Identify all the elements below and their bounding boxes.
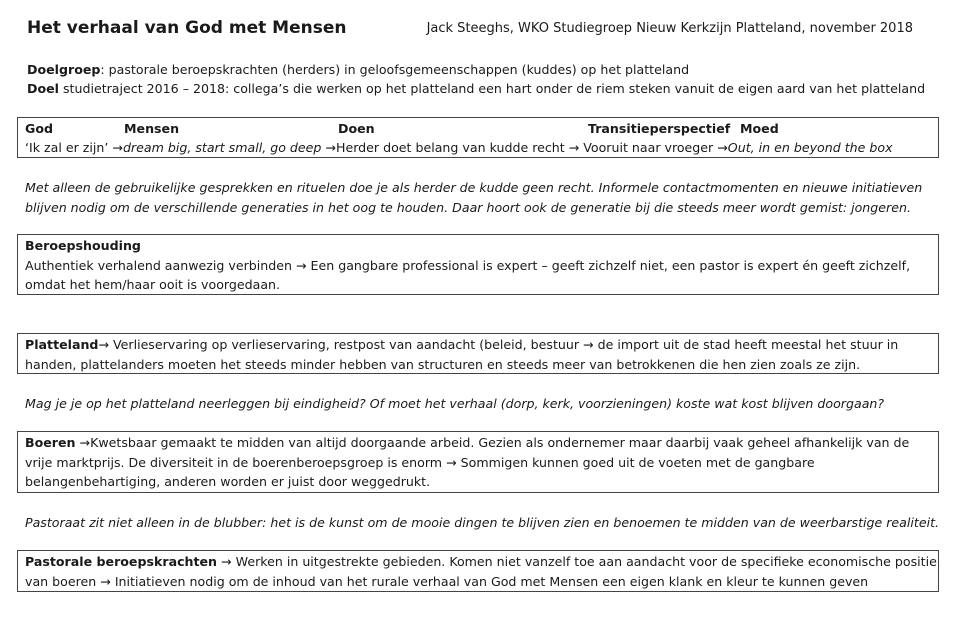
boeren-box <box>17 431 939 493</box>
boeren-title: Boeren <box>25 435 76 450</box>
pastorale-line1 <box>25 552 937 572</box>
platteland-line2: handen, plattelanders moeten het steeds minder hebben van structuren en steeds meer van betrokkenen die hen zien zoals ze zijn. <box>25 356 861 372</box>
header-god: God <box>25 121 54 136</box>
doelgroep-line <box>27 60 689 79</box>
header-mensen: Mensen <box>124 121 180 136</box>
header-doen: Doen <box>338 121 375 136</box>
boeren-line1 <box>25 433 931 453</box>
arrow-icon: → <box>112 140 123 155</box>
arrow-icon: → <box>446 454 457 470</box>
paragraph-herder-line1: Met alleen de gebruikelijke gesprekken en rituelen doe je als herder de kudde geen recht. Informele contactmomenten en nieuwe initiatieven <box>25 180 923 195</box>
doel-text: studietraject 2016 – 2018: collega’s die werken op het platteland een hart onder de riem steken vanuit de eigen aard van het platteland <box>58 81 926 96</box>
value-god: ‘Ik zal er zijn’ <box>25 140 113 155</box>
value-doen: Herder doet belang van kudde recht <box>335 140 569 155</box>
beroepshouding-box <box>17 234 939 295</box>
pastorale-text-1: Werken in uitgestrekte gebieden. Komen niet vanzelf toe aan aandacht voor de specifieke economische positie <box>231 554 937 569</box>
boeren-text-1: Kwetsbaar gemaakt te midden van altijd doorgaande arbeid. Gezien als ondernemer maar daarbij vaak geheel afhankelijk van de <box>90 435 910 450</box>
arrow-icon: → <box>717 140 728 155</box>
doel-line <box>27 79 925 98</box>
platteland-title: Platteland <box>25 337 99 352</box>
beroepshouding-title-row <box>25 236 931 256</box>
platteland-line1 <box>25 335 931 355</box>
framework-box <box>17 117 939 158</box>
header-moed: Moed <box>740 121 779 136</box>
boeren-text-2b: Sommigen kunnen goed uit de voeten met de gangbare <box>456 454 815 470</box>
arrow-icon: → <box>221 554 232 569</box>
pastorale-title: Pastorale beroepskrachten <box>25 554 218 569</box>
value-moed: Out, in en beyond the box <box>727 140 893 155</box>
doelgroep-text: : pastorale beroepskrachten (herders) in geloofsgemeenschappen (kuddes) op het platteland <box>100 62 690 77</box>
boeren-text-2a: vrije marktprijs. De diversiteit in de boerenberoepsgroep is enorm <box>25 454 447 470</box>
pastoraat-note: Pastoraat zit niet alleen in de blubber: het is de kunst om de mooie dingen te blijven zien en benoemen te midden van de weerbarstige realiteit. <box>25 515 940 530</box>
beroepshouding-text-b: Een gangbare professional is expert – geeft zichzelf niet, een pastor is expert én geeft zichzelf, <box>306 257 911 273</box>
arrow-icon: → <box>98 337 109 352</box>
beroepshouding-line2: omdat het hem/haar ooit is voorgedaan. <box>25 277 281 292</box>
arrow-icon: → <box>79 435 91 450</box>
value-mensen: dream big, start small, go deep <box>122 140 326 155</box>
arrow-icon: → <box>583 337 594 352</box>
beroepshouding-text-a: Authentiek verhalend aanwezig verbinden <box>25 257 296 273</box>
boeren-line2 <box>25 453 931 473</box>
pastorale-line2 <box>25 572 931 592</box>
beroepshouding-title: Beroepshouding <box>25 238 141 253</box>
pastorale-box <box>17 550 939 592</box>
platteland-box <box>17 333 939 374</box>
doelgroep-label: Doelgroep <box>27 62 101 77</box>
doel-label: Doel <box>27 81 59 96</box>
boeren-line3: belangenbehartiging, anderen worden er juist door weggedrukt. <box>25 474 431 489</box>
pastorale-text-2a: van boeren <box>25 573 101 589</box>
framework-header-row <box>25 119 931 138</box>
pastorale-text-2b: Initiatieven nodig om de inhoud van het rurale verhaal van God met Mensen een eigen klank en kleur te kunnen geven <box>110 573 869 589</box>
value-transitie: Vooruit naar vroeger <box>579 140 718 155</box>
document-title: Het verhaal van God met Mensen <box>27 18 347 38</box>
eindigheid-question: Mag je je op het platteland neerleggen bij eindigheid? Of moet het verhaal (dorp, kerk, voorzieningen) koste wat kost blijven doorgaan? <box>25 396 885 411</box>
platteland-text-a: Verlieservaring op verlieservaring, restpost van aandacht (beleid, bestuur <box>109 337 584 352</box>
platteland-text-b: de import uit de stad heeft meestal het stuur in <box>593 337 899 352</box>
author-line: Jack Steeghs, WKO Studiegroep Nieuw Kerkzijn Platteland, november 2018 <box>426 21 913 36</box>
arrow-icon: → <box>568 140 580 155</box>
arrow-icon: → <box>325 140 336 155</box>
arrow-icon: → <box>295 257 307 273</box>
paragraph-herder-line2: blijven nodig om de verschillende generaties in het oog te houden. Daar hoort ook de generatie bij die steeds meer wordt gemist: jongeren. <box>25 200 911 215</box>
arrow-icon: → <box>100 573 111 589</box>
beroepshouding-line1 <box>25 256 931 276</box>
header-transitieperspectief: Transitieperspectief <box>588 121 731 136</box>
framework-values-row <box>25 138 931 158</box>
